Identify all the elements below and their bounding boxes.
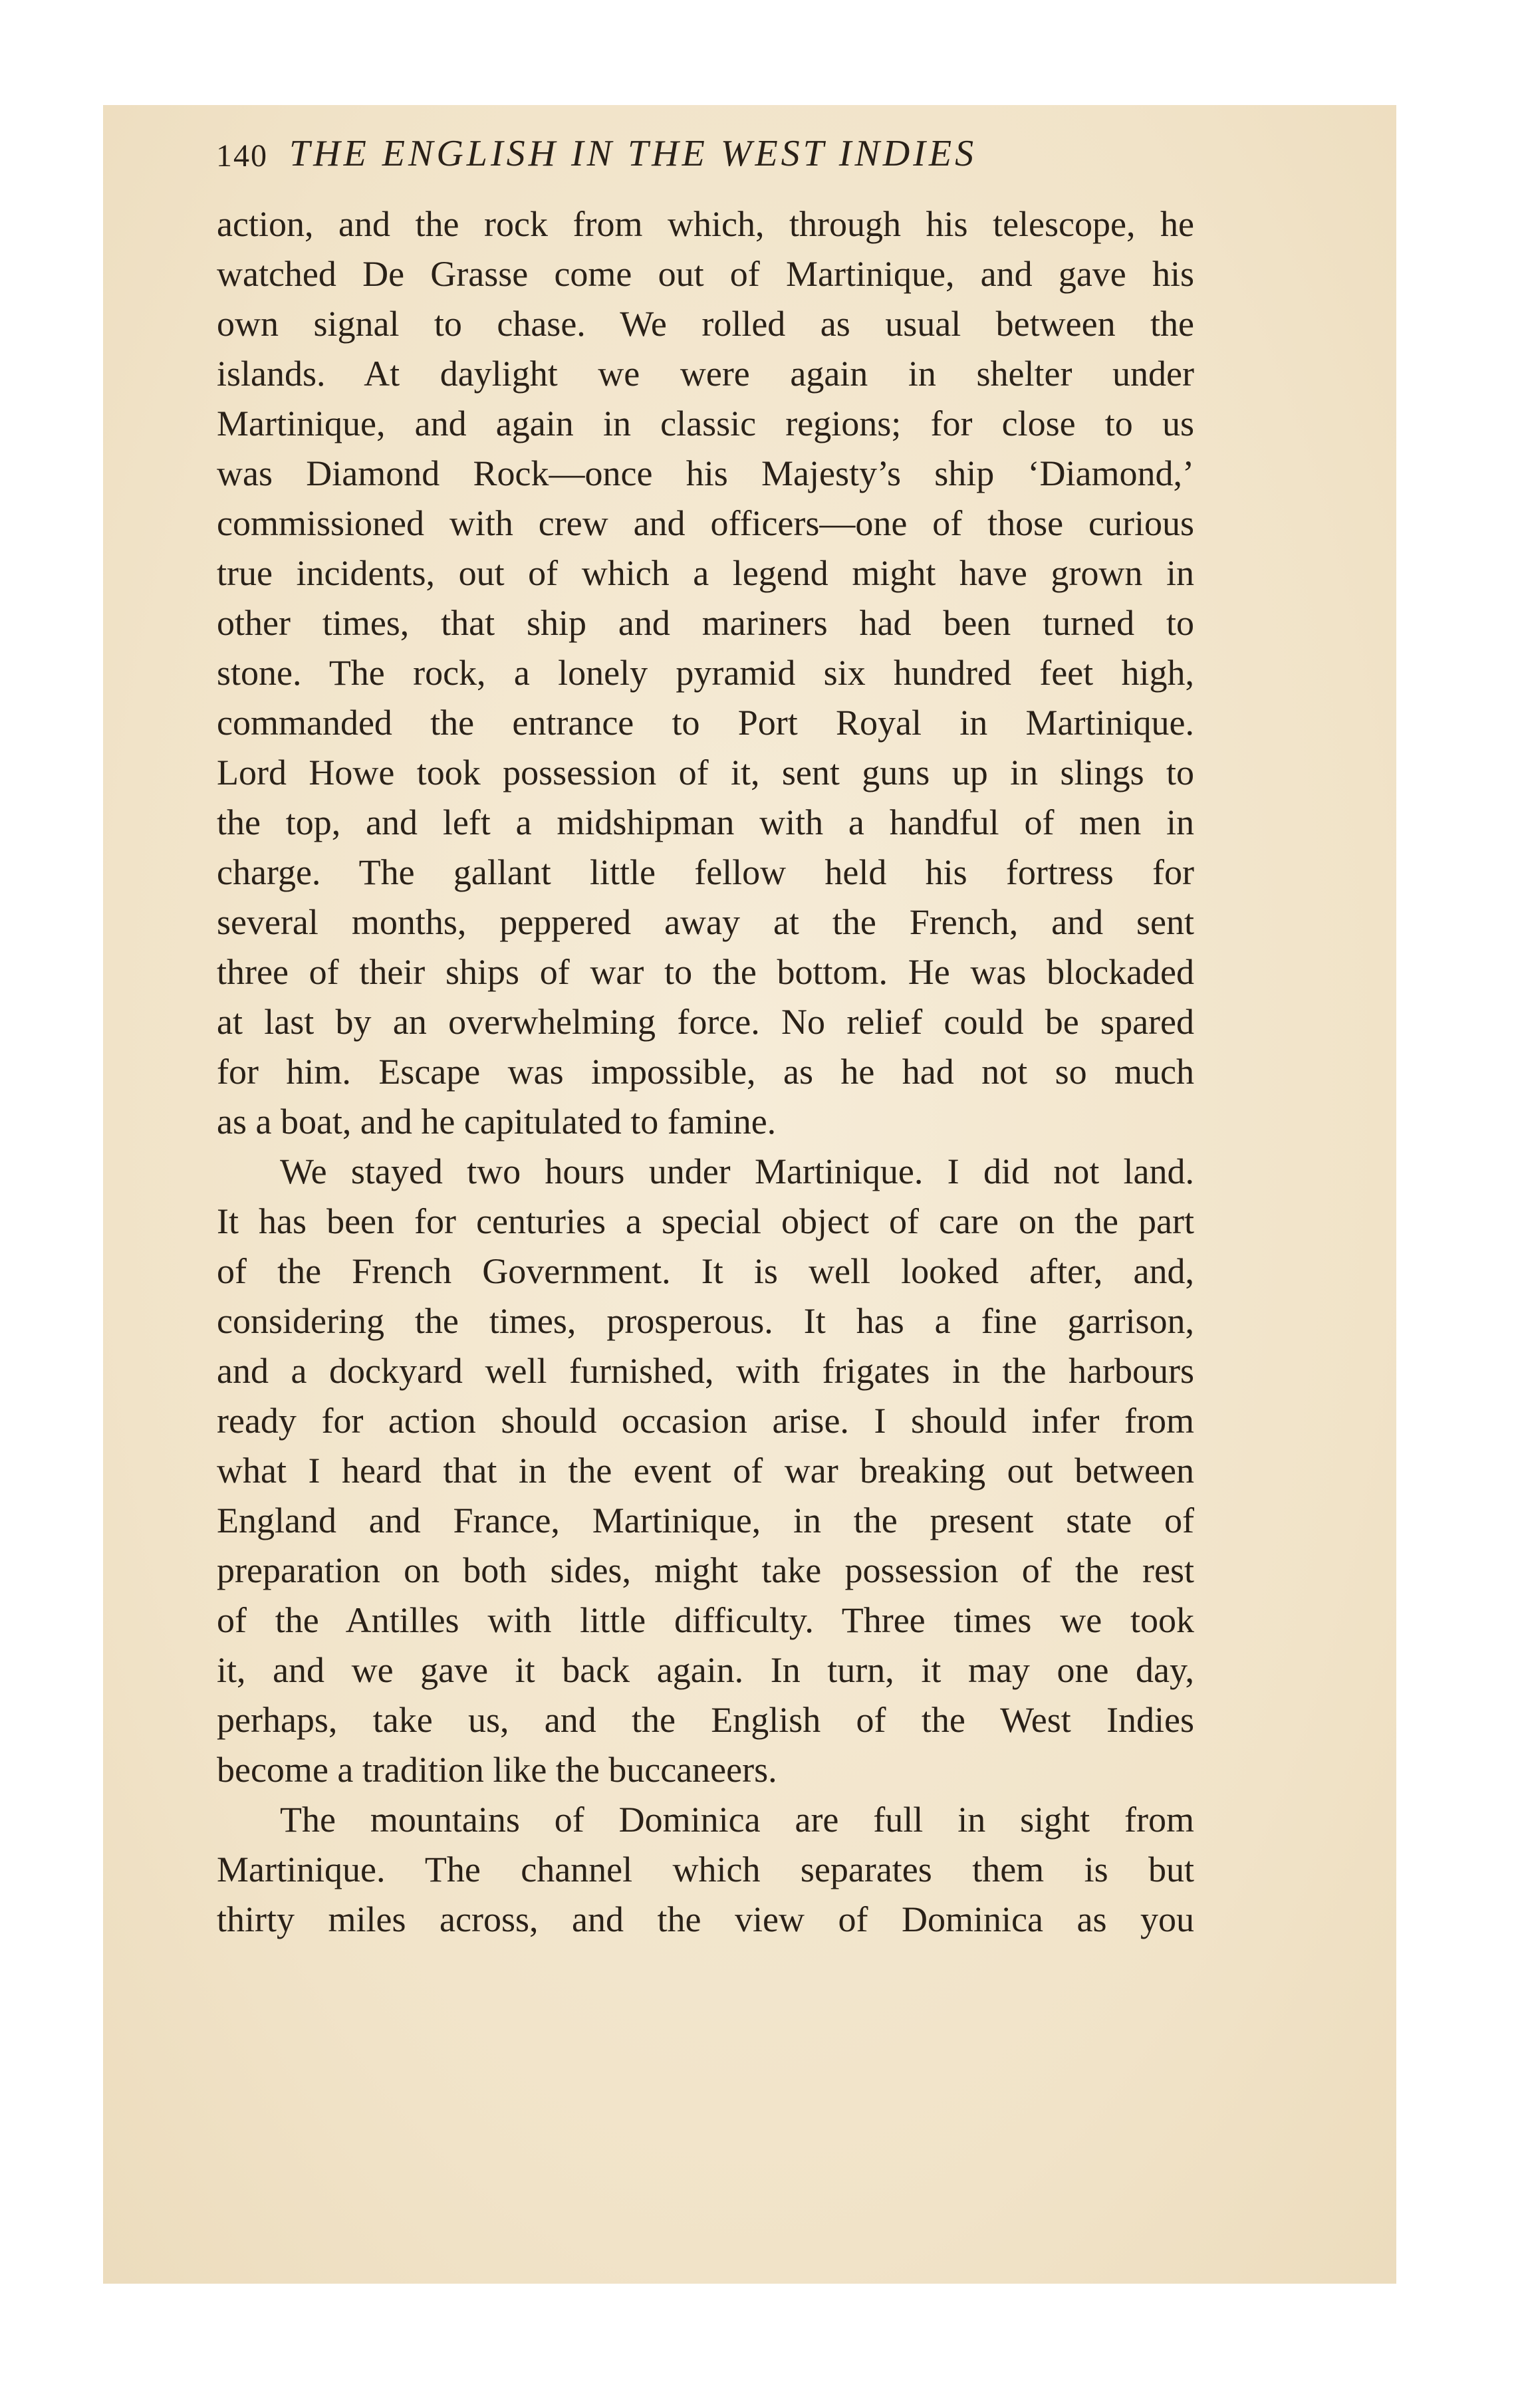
text-line: several months, peppered away at the French, and sent <box>217 902 1194 942</box>
text-line: commanded the entrance to Port Royal in Martinique. <box>217 703 1194 743</box>
text-line: perhaps, take us, and the English of the West Indies <box>217 1700 1194 1740</box>
text-line: it, and we gave it back again. In turn, it may one day, <box>217 1650 1194 1690</box>
text-line: considering the times, prosperous. It has a fine garrison, <box>217 1301 1194 1341</box>
text-line: It has been for centuries a special object of care on the part <box>217 1201 1194 1241</box>
text-line: thirty miles across, and the view of Dominica as you <box>217 1899 1194 1939</box>
text-line: Martinique, and again in classic regions; for close to us <box>217 404 1194 443</box>
text-line: stone. The rock, a lonely pyramid six hundred feet high, <box>217 653 1194 693</box>
text-line: islands. At daylight we were again in shelter under <box>217 354 1194 394</box>
text-line: Lord Howe took possession of it, sent guns up in slings to <box>217 753 1194 792</box>
text-line: preparation on both sides, might take possession of the rest <box>217 1550 1194 1590</box>
text-line: other times, that ship and mariners had been turned to <box>217 603 1194 643</box>
text-line: watched De Grasse come out of Martinique, and gave his <box>217 254 1194 294</box>
text-line: for him. Escape was impossible, as he had not so much <box>217 1052 1194 1092</box>
text-line: England and France, Martinique, in the present state of <box>217 1501 1194 1540</box>
text-line: Martinique. The channel which separates them is but <box>217 1850 1194 1889</box>
text-line: own signal to chase. We rolled as usual between the <box>217 304 1194 344</box>
text-line: of the Antilles with little difficulty. Three times we took <box>217 1600 1194 1640</box>
text-line: what I heard that in the event of war breaking out between <box>217 1451 1194 1491</box>
text-line: as a boat, and he capitulated to famine. <box>217 1102 777 1142</box>
running-title: THE ENGLISH IN THE WEST INDIES <box>289 133 977 174</box>
text-line: commissioned with crew and officers—one of those curious <box>217 503 1194 543</box>
text-line: of the French Government. It is well looked after, and, <box>217 1251 1194 1291</box>
text-line: We stayed two hours under Martinique. I did not land. <box>280 1151 1194 1191</box>
text-line: at last by an overwhelming force. No relief could be spared <box>217 1002 1194 1042</box>
text-line: ready for action should occasion arise. I should infer from <box>217 1401 1194 1441</box>
body-text <box>217 199 1194 1945</box>
text-line: charge. The gallant little fellow held his fortress for <box>217 852 1194 892</box>
text-line: and a dockyard well furnished, with frigates in the harbours <box>217 1351 1194 1391</box>
text-line: was Diamond Rock—once his Majesty’s ship ‘Diamond,’ <box>217 453 1194 493</box>
text-line: The mountains of Dominica are full in sight from <box>280 1800 1194 1840</box>
text-line: three of their ships of war to the bottom. He was blockaded <box>217 952 1194 992</box>
text-line: become a tradition like the buccaneers. <box>217 1750 777 1790</box>
page-number: 140 <box>216 138 268 174</box>
text-line: true incidents, out of which a legend might have grown in <box>217 553 1194 593</box>
running-head <box>216 123 1160 189</box>
text-line: the top, and left a midshipman with a handful of men in <box>217 802 1194 842</box>
text-line: action, and the rock from which, through his telescope, he <box>217 204 1194 244</box>
